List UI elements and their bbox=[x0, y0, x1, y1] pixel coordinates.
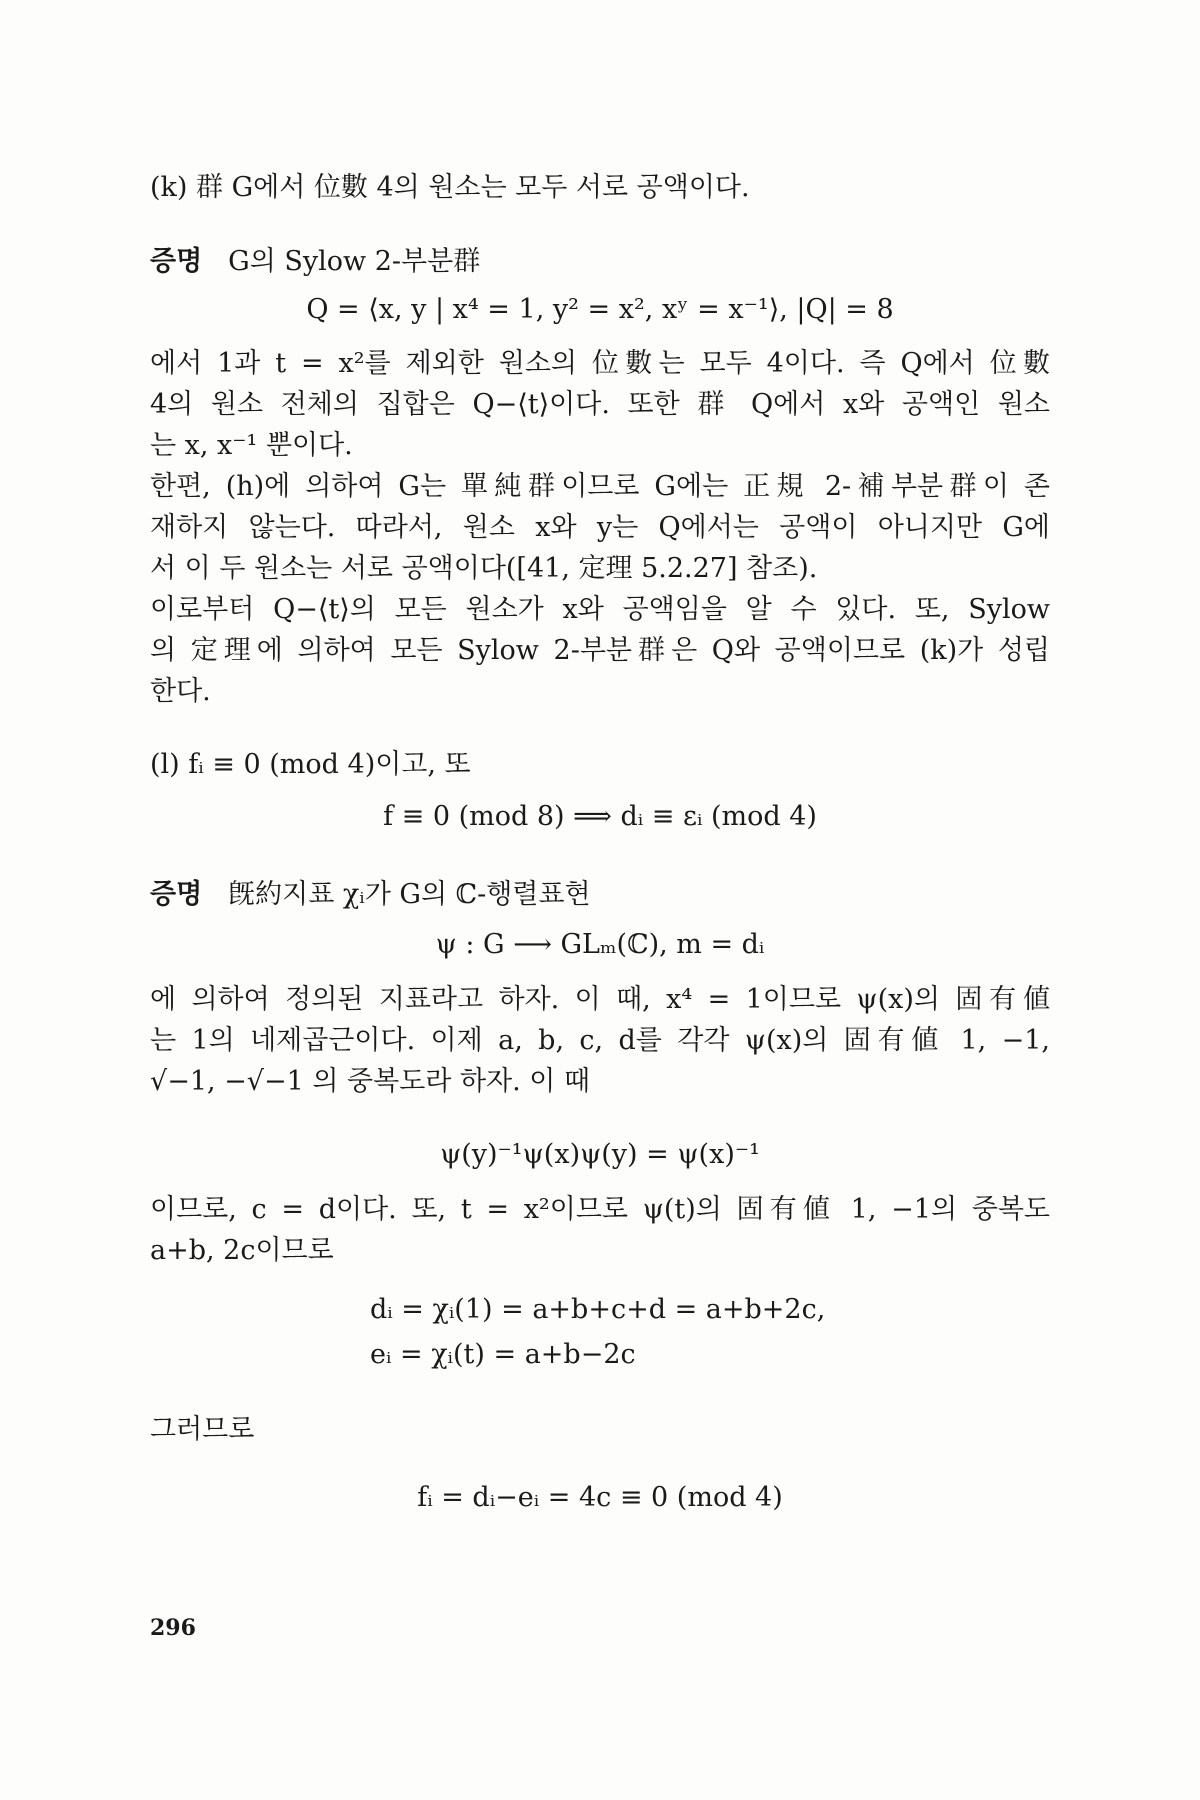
paragraph-line: 한편, (h)에 의하여 G는 單純群이므로 G에는 正規 2-補부분群이 존 bbox=[150, 471, 1050, 502]
page-number: 296 bbox=[150, 1615, 196, 1641]
equation-e: eᵢ = χᵢ(t) = a+b−2c bbox=[370, 1339, 636, 1370]
statement-k: (k) 群 G에서 位數 4의 원소는 모두 서로 공액이다. bbox=[150, 172, 750, 203]
paragraph-line: 에 의하여 정의된 지표라고 하자. 이 때, x⁴ = 1이므로 ψ(x)의 固有値 bbox=[150, 984, 1050, 1015]
equation-l-implication: f ≡ 0 (mod 8) ⟹ dᵢ ≡ εᵢ (mod 4) bbox=[383, 801, 817, 832]
paragraph-line: 4의 원소 전체의 집합은 Q−⟨t⟩이다. 또한 群 Q에서 x와 공액인 원소 bbox=[150, 389, 1050, 420]
paragraph-line: 이므로, c = d이다. 또, t = x²이므로 ψ(t)의 固有値 1, −1의 중복도 bbox=[150, 1194, 1050, 1225]
proof-l-header bbox=[150, 875, 1050, 915]
equation-conjugation: ψ(y)⁻¹ψ(x)ψ(y) = ψ(x)⁻¹ bbox=[440, 1139, 760, 1170]
proof-label: 증명 bbox=[150, 246, 203, 277]
proof-intro: G의 Sylow 2-부분群 bbox=[228, 246, 481, 277]
equation-f: fᵢ = dᵢ−eᵢ = 4c ≡ 0 (mod 4) bbox=[417, 1482, 783, 1513]
statement-l: (l) fᵢ ≡ 0 (mod 4)이고, 또 bbox=[150, 749, 471, 780]
paragraph-line: 한다. bbox=[150, 676, 211, 707]
proof-label: 증명 bbox=[150, 879, 203, 910]
paragraph-line: 이로부터 Q−⟨t⟩의 모든 원소가 x와 공액임을 알 수 있다. 또, Sylow bbox=[150, 594, 1050, 625]
therefore-text: 그러므로 bbox=[150, 1414, 255, 1445]
paragraph-line: √−1, −√−1 의 중복도라 하자. 이 때 bbox=[150, 1066, 591, 1097]
equation-d: dᵢ = χᵢ(1) = a+b+c+d = a+b+2c, bbox=[370, 1294, 826, 1325]
paragraph-line: 는 x, x⁻¹ 뿐이다. bbox=[150, 430, 353, 461]
equation-q-presentation: Q = ⟨x, y | x⁴ = 1, y² = x², xʸ = x⁻¹⟩, |Q| = 8 bbox=[306, 294, 894, 325]
paragraph-line: a+b, 2c이므로 bbox=[150, 1235, 334, 1266]
paragraph-line: 재하지 않는다. 따라서, 원소 x와 y는 Q에서는 공액이 아니지만 G에 bbox=[150, 512, 1050, 543]
paragraph-line: 의 定理에 의하여 모든 Sylow 2-부분群은 Q와 공액이므로 (k)가 성립 bbox=[150, 635, 1050, 666]
paragraph-line: 서 이 두 원소는 서로 공액이다([41, 定理 5.2.27] 참조). bbox=[150, 553, 818, 584]
proof-intro: 旣約지표 χᵢ가 G의 ℂ-행렬표현 bbox=[228, 879, 591, 910]
paragraph-line: 에서 1과 t = x²를 제외한 원소의 位數는 모두 4이다. 즉 Q에서 位數 bbox=[150, 348, 1050, 379]
proof-k-header bbox=[150, 242, 1050, 282]
paragraph-line: 는 1의 네제곱근이다. 이제 a, b, c, d를 각각 ψ(x)의 固有値 1, −1, bbox=[150, 1025, 1050, 1056]
equation-psi-representation: ψ : G ⟶ GLₘ(ℂ), m = dᵢ bbox=[435, 929, 765, 960]
